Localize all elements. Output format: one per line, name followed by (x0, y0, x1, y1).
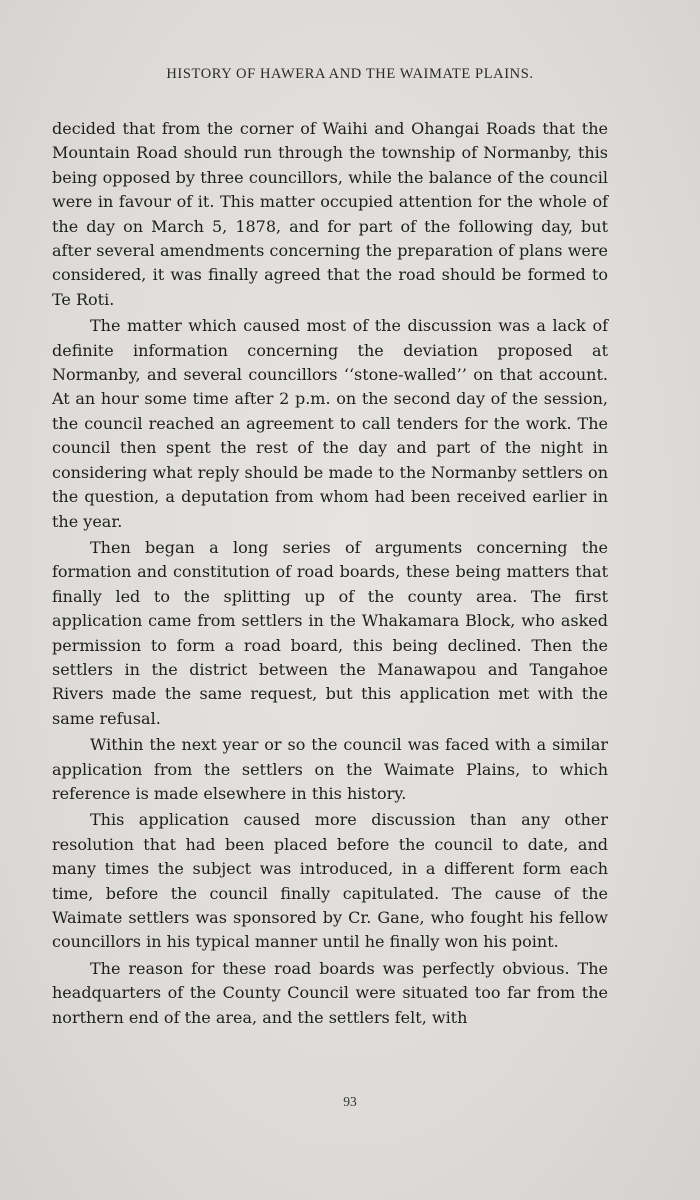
page-number: 93 (343, 1094, 357, 1109)
paragraph-5: This application caused more discussion than any other resolution that had been placed before the council to date, and many times the subject was introduced, in a different form each time, before the council finally capitulated. The cause of the Waimate settlers was sponsored by Cr. Gane, who fought his fellow councillors in his typical manner until he finally won his point. (52, 810, 608, 952)
paragraph-1: decided that from the corner of Waihi and Ohangai Roads that the Mountain Road should run through the township of Normanby, this being opposed by three councillors, while the balance of the council were in favour of it. This matter occupied attention for the whole of the day on March 5, 1878, and for part of the following day, but after several amendments concerning the preparation of plans were considered, it was finally agreed that the road should be formed to Te Roti. (52, 119, 608, 309)
page-body (52, 117, 608, 1030)
paragraph-4: Within the next year or so the council was faced with a similar application from the settlers on the Waimate Plains, to which reference is made elsewhere in this history. (52, 735, 608, 803)
running-head: HISTORY OF HAWERA AND THE WAIMATE PLAINS. (166, 66, 534, 82)
paragraph-2: The matter which caused most of the discussion was a lack of definite information concerning the deviation proposed at Normanby, and several councillors ‘‘stone-walled’’ on that account. At an hour some time after 2 p.m. on the second day of the session, the council reached an agreement to call tenders for the work. The council then spent the rest of the day and part of the night in considering what reply should be made to the Normanby settlers on the question, a deputation from whom had been received earlier in the year. (52, 316, 608, 531)
paragraph-6: The reason for these road boards was perfectly obvious. The headquarters of the County Council were situated too far from the northern end of the area, and the settlers felt, with (52, 958, 608, 1027)
paragraph-3: Then began a long series of arguments concerning the formation and constitution of road boards, these being matters that finally led to the splitting up of the county area. The first application came from settlers in the Whakamara Block, who asked permission to form a road board, this being declined. Then the settlers in the district between the Manawapou and Tangahoe Rivers made the same request, but this application met with the same refusal. (52, 537, 608, 728)
